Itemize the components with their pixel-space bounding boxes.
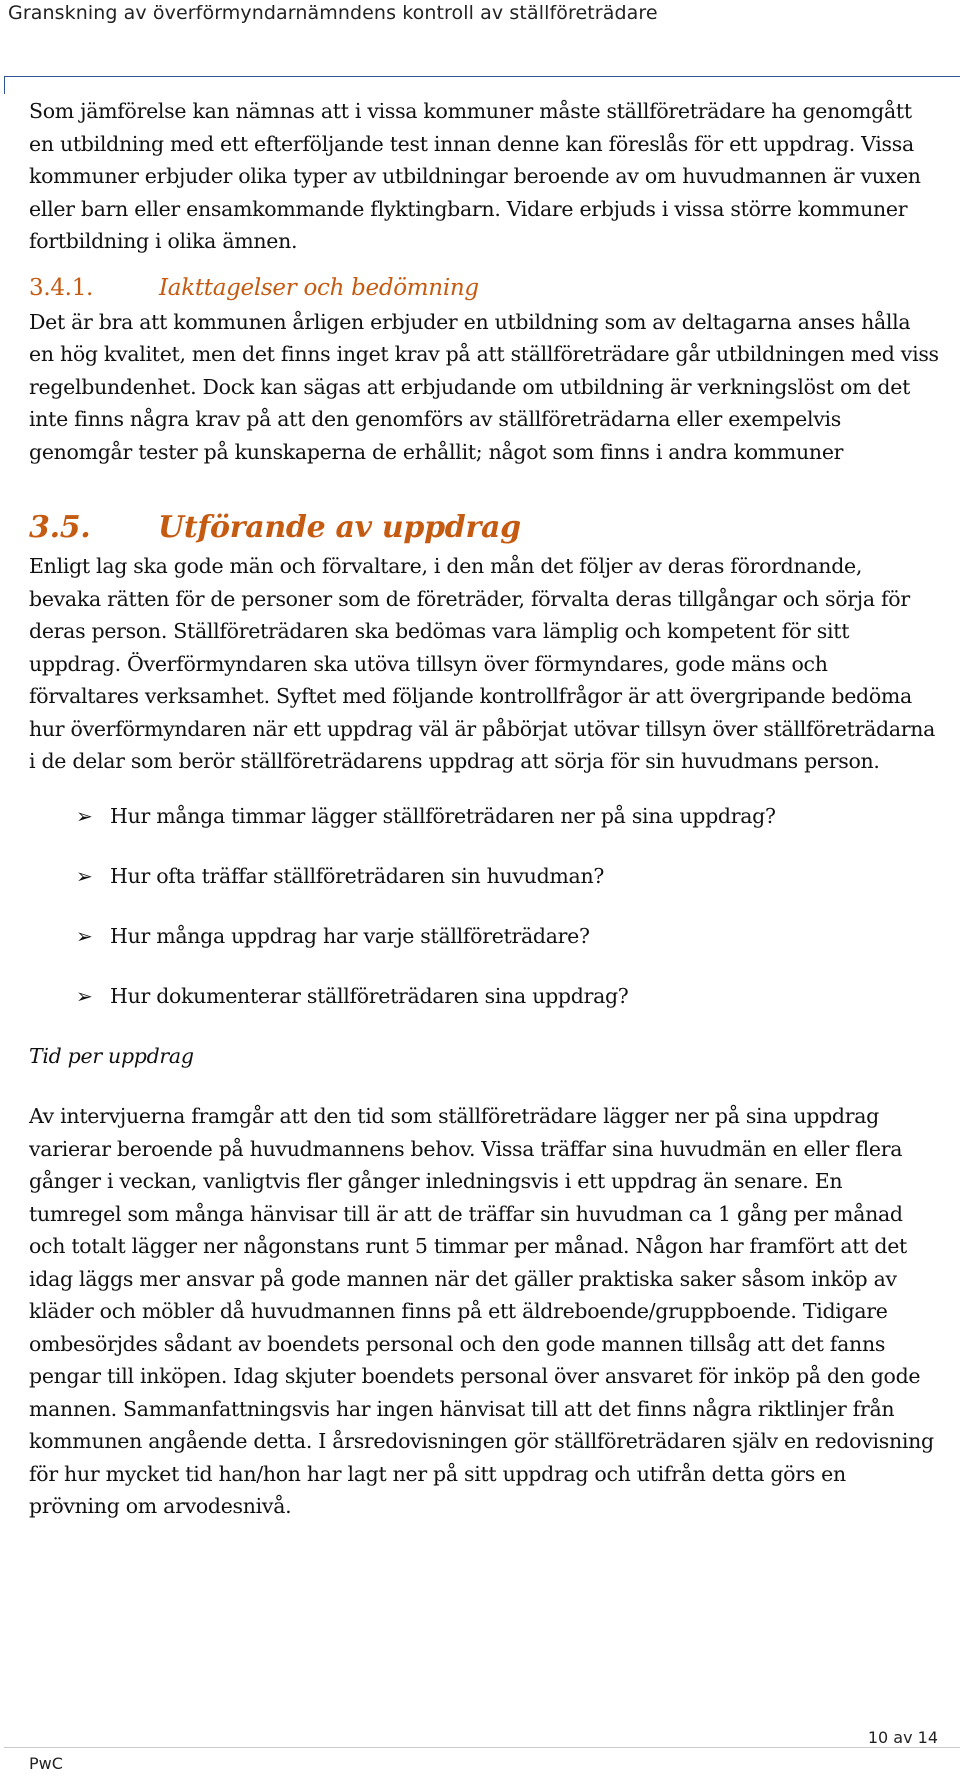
section-3-4-1-heading: [29, 270, 939, 306]
section-title: Utförande av uppdrag: [158, 510, 521, 545]
running-header-title: Granskning av överförmyndarnämndens kontroll av ställföreträdare: [8, 2, 658, 24]
list-item-text: Hur många uppdrag har varje ställföreträdare?: [110, 923, 590, 948]
list-item-text: Hur många timmar lägger ställföreträdaren ner på sina uppdrag?: [110, 803, 776, 828]
list-item: [29, 980, 939, 1040]
footer-brand: PwC: [29, 1754, 63, 1773]
document-body: [29, 95, 939, 1523]
footer-divider: [4, 1747, 960, 1748]
arrow-bullet-icon: ➢: [76, 923, 93, 948]
arrow-bullet-icon: ➢: [76, 863, 93, 888]
list-item: [29, 860, 939, 920]
header-divider: [4, 76, 960, 77]
section-number: 3.5.: [29, 510, 91, 545]
section-number: 3.4.1.: [29, 274, 94, 301]
list-item-text: Hur ofta träffar ställföreträdaren sin huvudman?: [110, 863, 605, 888]
list-item-text: Hur dokumenterar ställföreträdaren sina uppdrag?: [110, 983, 629, 1008]
list-item: [29, 800, 939, 860]
header-corner-mark: [4, 76, 5, 94]
intro-paragraph: Som jämförelse kan nämnas att i vissa kommuner måste ställföreträdare ha genomgått en utbildning med ett efterföljande test innan denne kan föreslås för ett uppdrag. Vissa kommuner erbjuder olika typer av utbildningar beroende av om huvudmannen är vuxen eller barn eller ensamkommande flyktingbarn. Vidare erbjuds i vissa större kommuner fortbildning i olika ämnen.: [29, 99, 921, 253]
arrow-bullet-icon: ➢: [76, 803, 93, 828]
section-3-4-1-paragraph: Det är bra att kommunen årligen erbjuder en utbildning som av deltagarna anses hålla en hög kvalitet, men det finns inget krav på att ställföreträdare går utbildningen med viss regelbundenhet. Dock kan sägas att erbjudande om utbildning är verkningslöst om det inte finns några krav på att den genomförs av ställföreträdarna eller exempelvis genomgår tester på kunskaperna de erhållit; något som finns i andra kommuner: [29, 309, 939, 464]
section-3-5-heading: [29, 508, 939, 548]
subheading-time-per-assignment: Tid per uppdrag: [29, 1043, 194, 1068]
section-title: Iakttagelser och bedömning: [159, 274, 479, 301]
page-number: 10 av 14: [867, 1728, 938, 1747]
time-per-assignment-paragraph: Av intervjuerna framgår att den tid som ställföreträdare lägger ner på sina uppdrag varierar beroende på huvudmannens behov. Vissa träffar sina huvudmän en eller flera gånger i veckan, vanligtvis fler gånger inledningsvis i ett uppdrag än senare. En tumregel som många hänvisar till är att de träffar sin huvudman ca 1 gång per månad och totalt lägger ner någonstans runt 5 timmar per månad. Någon har framfört att det idag läggs mer ansvar på gode mannen när det gäller praktiska saker såsom inköp av kläder och möbler då huvudmannen finns på ett äldreboende/gruppboende. Tidigare ombesörjdes sådant av boendets personal och den gode mannen tillsåg att det fanns pengar till inköpen. Idag skjuter boendets personal över ansvaret för inköp på den gode mannen. Sammanfattningsvis har ingen hänvisat till att det finns några riktlinjer från kommunen angående detta. I årsredovisningen gör ställföreträdaren själv en redovisning för hur mycket tid han/hon har lagt ner på sitt uppdrag och utifrån detta görs en prövning om arvodesnivå.: [29, 1104, 934, 1518]
control-questions-list: [29, 800, 939, 1040]
section-3-5-paragraph: Enligt lag ska gode män och förvaltare, i den mån det följer av deras förordnande, bevaka rätten för de personer som de företräder, förvalta deras tillgångar och sörja för deras person. Ställföreträdaren ska bedömas vara lämplig och kompetent för sitt uppdrag. Överförmyndaren ska utöva tillsyn över förmyndares, gode mäns och förvaltares verksamhet. Syftet med följande kontrollfrågor är att övergripande bedöma hur överförmyndaren när ett uppdrag väl är påbörjat utövar tillsyn över ställföreträdarna i de delar som berör ställföreträdarens uppdrag att sörja för sin huvudmans person.: [29, 554, 936, 773]
arrow-bullet-icon: ➢: [76, 983, 93, 1008]
list-item: [29, 920, 939, 980]
